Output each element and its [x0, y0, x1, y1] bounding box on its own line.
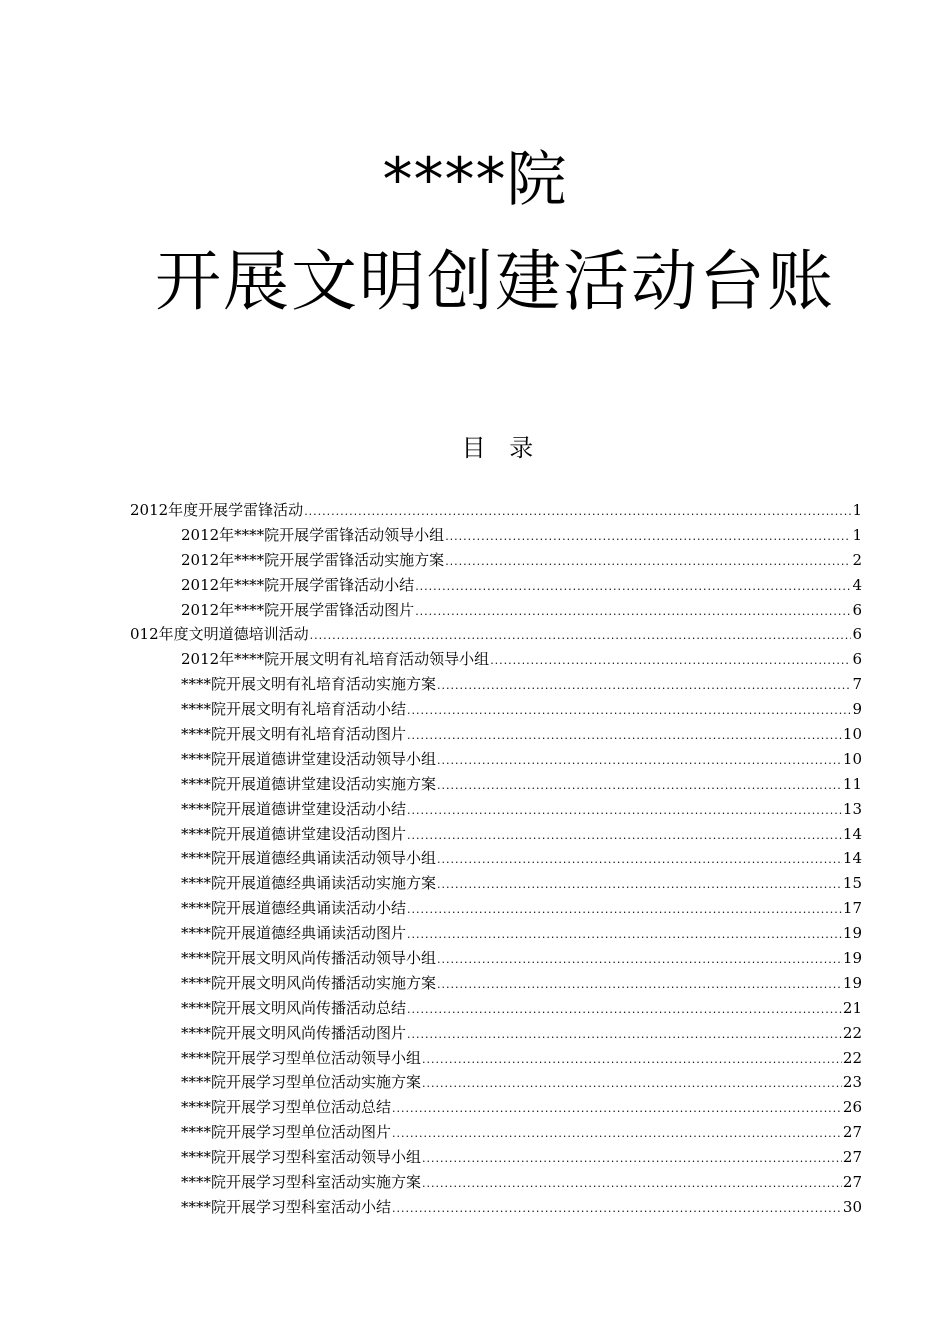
toc-page-number: 10: [842, 725, 862, 744]
toc-dot-leader: [392, 1197, 842, 1222]
toc-page-number: 15: [842, 874, 862, 893]
toc-entry-title: ****院开展文明有礼培育活动图片: [181, 725, 407, 744]
toc-dot-leader: [437, 948, 842, 973]
toc-dot-leader: [407, 898, 842, 923]
toc-dot-leader: [437, 774, 842, 799]
toc-dot-leader: [437, 674, 851, 699]
toc-subsection-entry[interactable]: [130, 523, 862, 548]
toc-entry-title: ****院开展学习型科室活动小结: [181, 1197, 392, 1216]
toc-subsection-entry[interactable]: [130, 747, 862, 772]
toc-page-number: 19: [842, 949, 862, 968]
toc-page-number: 27: [842, 1123, 862, 1142]
toc-dot-leader: [392, 1122, 842, 1147]
toc-dot-leader: [407, 923, 842, 948]
toc-dot-leader: [437, 749, 842, 774]
toc-entry-title: ****院开展道德经典诵读活动领导小组: [181, 849, 437, 868]
toc-page-number: 27: [842, 1148, 862, 1167]
toc-page-number: 22: [842, 1048, 862, 1067]
toc-dot-leader: [407, 824, 842, 849]
toc-dot-leader: [407, 1023, 842, 1048]
toc-section-entry[interactable]: [130, 498, 862, 523]
toc-entry-title: ****院开展道德讲堂建设活动图片: [181, 824, 407, 843]
toc-dot-leader: [437, 873, 842, 898]
toc-subsection-entry[interactable]: [130, 598, 862, 623]
document-title-line2: 开展文明创建活动台账: [155, 243, 835, 320]
toc-dot-leader: [437, 848, 842, 873]
toc-dot-leader: [422, 1172, 842, 1197]
toc-entry-title: ****院开展道德经典诵读活动小结: [181, 899, 407, 918]
toc-page-number: 21: [842, 998, 862, 1017]
toc-entry-title: ****院开展学习型单位活动领导小组: [181, 1048, 422, 1067]
toc-subsection-entry[interactable]: [130, 1195, 862, 1220]
toc-entry-title: ****院开展文明有礼培育活动小结: [181, 700, 407, 719]
toc-entry-title: ****院开展文明风尚传播活动图片: [181, 1023, 407, 1042]
toc-section-entry[interactable]: [130, 622, 862, 647]
toc-entry-title: 2012年****院开展文明有礼培育活动领导小组: [181, 650, 490, 669]
toc-subsection-entry[interactable]: [130, 697, 862, 722]
toc-entry-title: 2012年****院开展学雷锋活动图片: [181, 600, 415, 619]
toc-entry-title: ****院开展文明风尚传播活动实施方案: [181, 973, 437, 992]
toc-subsection-entry[interactable]: [130, 1046, 862, 1071]
toc-page-number: 9: [852, 700, 862, 719]
table-of-contents: [130, 498, 862, 1220]
toc-dot-leader: [445, 525, 851, 550]
toc-entry-title: ****院开展文明有礼培育活动实施方案: [181, 675, 437, 694]
toc-entry-title: 2012年****院开展学雷锋活动实施方案: [181, 550, 445, 569]
toc-subsection-entry[interactable]: [130, 772, 862, 797]
toc-subsection-entry[interactable]: [130, 722, 862, 747]
toc-dot-leader: [422, 1048, 842, 1073]
toc-entry-title: ****院开展学习型单位活动总结: [181, 1098, 392, 1117]
toc-dot-leader: [422, 1072, 842, 1097]
toc-page-number: 27: [842, 1173, 862, 1192]
toc-subsection-entry[interactable]: [130, 996, 862, 1021]
toc-page-number: 1: [852, 525, 862, 544]
toc-dot-leader: [437, 973, 842, 998]
toc-entry-title: ****院开展学习型科室活动领导小组: [181, 1148, 422, 1167]
toc-page-number: 6: [852, 625, 862, 644]
toc-dot-leader: [415, 575, 851, 600]
toc-subsection-entry[interactable]: [130, 871, 862, 896]
toc-subsection-entry[interactable]: [130, 1170, 862, 1195]
toc-subsection-entry[interactable]: [130, 946, 862, 971]
toc-subsection-entry[interactable]: [130, 846, 862, 871]
toc-entry-title: ****院开展学习型单位活动图片: [181, 1123, 392, 1142]
toc-dot-leader: [415, 600, 851, 625]
toc-dot-leader: [407, 998, 842, 1023]
toc-entry-title: 2012年度开展学雷锋活动: [130, 501, 304, 519]
toc-page-number: 17: [842, 899, 862, 918]
toc-page-number: 14: [842, 824, 862, 843]
toc-entry-title: ****院开展文明风尚传播活动总结: [181, 998, 407, 1017]
toc-page-number: 23: [842, 1073, 862, 1092]
toc-page-number: 1: [852, 501, 862, 519]
toc-dot-leader: [407, 799, 842, 824]
toc-entry-title: ****院开展文明风尚传播活动领导小组: [181, 949, 437, 968]
toc-page-number: 19: [842, 924, 862, 943]
toc-subsection-entry[interactable]: [130, 1120, 862, 1145]
toc-subsection-entry[interactable]: [130, 1070, 862, 1095]
toc-page-number: 2: [852, 550, 862, 569]
toc-page-number: 7: [852, 675, 862, 694]
toc-entry-title: ****院开展道德讲堂建设活动领导小组: [181, 749, 437, 768]
document-title-line1: ****院: [382, 145, 568, 215]
toc-heading: 目 录: [461, 434, 534, 462]
toc-dot-leader: [490, 649, 851, 674]
toc-subsection-entry[interactable]: [130, 896, 862, 921]
toc-subsection-entry[interactable]: [130, 1021, 862, 1046]
toc-page-number: 6: [852, 650, 862, 669]
toc-page-number: 6: [852, 600, 862, 619]
toc-dot-leader: [310, 624, 852, 649]
toc-entry-title: 2012年****院开展学雷锋活动小结: [181, 575, 415, 594]
toc-dot-leader: [407, 699, 851, 724]
toc-entry-title: ****院开展道德讲堂建设活动实施方案: [181, 774, 437, 793]
toc-page-number: 19: [842, 973, 862, 992]
toc-subsection-entry[interactable]: [130, 573, 862, 598]
toc-entry-title: ****院开展道德经典诵读活动实施方案: [181, 874, 437, 893]
toc-subsection-entry[interactable]: [130, 647, 862, 672]
toc-page-number: 26: [842, 1098, 862, 1117]
toc-dot-leader: [407, 724, 842, 749]
toc-entry-title: ****院开展学习型科室活动实施方案: [181, 1173, 422, 1192]
toc-page-number: 22: [842, 1023, 862, 1042]
toc-dot-leader: [445, 550, 851, 575]
toc-subsection-entry[interactable]: [130, 822, 862, 847]
toc-page-number: 14: [842, 849, 862, 868]
toc-subsection-entry[interactable]: [130, 971, 862, 996]
toc-subsection-entry[interactable]: [130, 548, 862, 573]
toc-page-number: 30: [842, 1197, 862, 1216]
toc-entry-title: 012年度文明道德培训活动: [130, 625, 309, 644]
toc-entry-title: ****院开展道德经典诵读活动图片: [181, 924, 407, 943]
toc-page-number: 11: [842, 774, 862, 793]
toc-subsection-entry[interactable]: [130, 797, 862, 822]
toc-subsection-entry[interactable]: [130, 672, 862, 697]
toc-dot-leader: [422, 1147, 842, 1172]
toc-page-number: 10: [842, 749, 862, 768]
toc-dot-leader: [392, 1097, 842, 1122]
toc-subsection-entry[interactable]: [130, 921, 862, 946]
toc-dot-leader: [304, 500, 851, 525]
toc-entry-title: ****院开展学习型单位活动实施方案: [181, 1073, 422, 1092]
toc-page-number: 4: [852, 575, 862, 594]
toc-page-number: 13: [842, 799, 862, 818]
toc-entry-title: ****院开展道德讲堂建设活动小结: [181, 799, 407, 818]
toc-entry-title: 2012年****院开展学雷锋活动领导小组: [181, 525, 445, 544]
toc-subsection-entry[interactable]: [130, 1095, 862, 1120]
toc-subsection-entry[interactable]: [130, 1145, 862, 1170]
